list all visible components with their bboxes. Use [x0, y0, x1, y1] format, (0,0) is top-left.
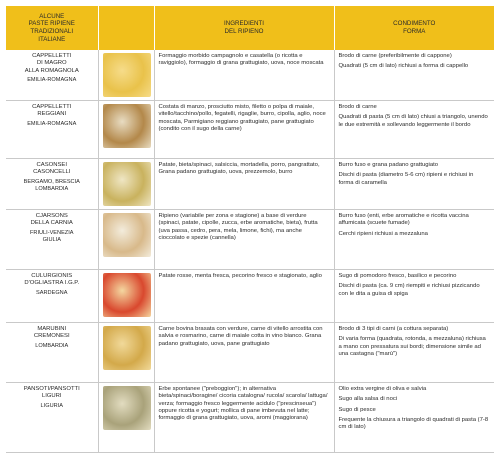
table-row: [6, 50, 494, 101]
pasta-name-cell: [6, 383, 98, 453]
pasta-image-cell: [98, 101, 154, 159]
table-body: [6, 50, 494, 453]
header-pasta-name: ALCUNE PASTE RIPIENE TRADIZIONALI ITALIANE: [6, 6, 98, 50]
condiment-cell: [334, 323, 494, 383]
condiment-line: Quadrati (5 cm di lato) richiusi a forma di cappello: [338, 63, 469, 70]
pasta-name: CAPPELLETTI REGGIANI: [32, 104, 72, 118]
pasta-image-cell: [98, 270, 154, 323]
pasta-photo: [103, 104, 151, 148]
condiment-cell: [334, 50, 494, 101]
pasta-name-cell: [6, 101, 98, 159]
pasta-region: LOMBARDIA: [35, 342, 69, 349]
condiment-line: Brodo di carne (preferibilmente di cappone): [338, 53, 452, 59]
condiment-line: Burro fuso (enti, erbe aromatiche e ricotta vaccina affumicata (scuete fumade): [338, 213, 469, 227]
table-row: [6, 101, 494, 159]
pasta-photo: [103, 162, 151, 206]
pasta-name-cell: [6, 50, 98, 101]
pasta-photo: [103, 53, 151, 97]
condiment-line: Sugo alla salsa di noci: [338, 396, 398, 403]
ingredients-cell: [154, 383, 334, 453]
pasta-image-cell: [98, 323, 154, 383]
condiment-cell: [334, 159, 494, 210]
table-row: [6, 159, 494, 210]
pasta-region: SARDEGNA: [36, 289, 68, 296]
pasta-image-cell: [98, 159, 154, 210]
pasta-name: CULURGIONIS D'OGLIASTRA I.G.P.: [24, 273, 80, 287]
pasta-name: CJARSONS DELLA CARNIA: [30, 213, 73, 227]
condiment-line: Dischi di pasta (diametro 5-6 cm) ripieni e richiusi in forma di caramella: [338, 172, 474, 186]
condiment-cell: [334, 270, 494, 323]
condiment-line: Cerchi ripieni richiusi a mezzaluna: [338, 230, 428, 237]
condiment-cell: [334, 101, 494, 159]
header-ingredients: INGREDIENTI DEL RIPIENO: [154, 6, 334, 50]
condiment-line: Sugo di pomodoro fresco, basilico e pecorino: [338, 273, 457, 279]
pasta-photo: [103, 386, 151, 430]
table-row: [6, 383, 494, 453]
pasta-name-cell: [6, 159, 98, 210]
ingredients-text: Erbe spontanee ("preboggion"); in alternativa bieta/spinaci/boragine/ cicoria catalogna/ rucola/ scarola/ lattuga/ verza; formaggio fresco leggermente acidulo ("prescinseua") oppure ricotta e yogurt; mollica di pane imbevuta nel latte; formaggio di grana grattugiato, uova, aromi (maggiorana): [158, 386, 328, 422]
condiment-line: Brodo di 3 tipi di carni (a cottura separata): [338, 326, 449, 332]
pasta-name-cell: [6, 270, 98, 323]
pasta-photo: [103, 213, 151, 257]
table-row: [6, 210, 494, 270]
ingredients-cell: [154, 270, 334, 323]
pasta-name: PANSOTI/PANSOTTI LIGURI: [23, 386, 80, 400]
header-condiment: CONDIMENTO FORMA: [334, 6, 494, 50]
pasta-photo: [103, 326, 151, 370]
table-row: [6, 270, 494, 323]
condiment-line: Di varia forma (quadrata, rotonda, a mezzaluna) richiusa a mano con pressatura sui bordi; dimensione simile ad una castagna ("marù"): [338, 336, 486, 357]
ingredients-text: Costata di manzo, prosciutto misto, filetto o polpa di maiale, vitello/tacchino/pollo, fegatelli, rigaglie, burro, cipolla, aglio, noce moscata, Parmigiano reggiano grattugiato, pane grattugiato (condito con il sugo della carne): [158, 104, 326, 132]
pasta-image-cell: [98, 210, 154, 270]
table-row: [6, 323, 494, 383]
ingredients-cell: [154, 210, 334, 270]
condiment-cell: [334, 383, 494, 453]
ingredients-cell: [154, 323, 334, 383]
header-image: [98, 6, 154, 50]
pasta-region: BERGAMO, BRESCIA LOMBARDIA: [23, 178, 80, 192]
condiment-line: Quadrati di pasta (5 cm di lato) chiusi a triangolo, unendo le due estremità e sollevando leggermente il bordo: [338, 114, 488, 128]
pasta-name: CASONSEI CASONCELLI: [33, 162, 71, 176]
pasta-name-cell: [6, 323, 98, 383]
ingredients-cell: [154, 159, 334, 210]
stuffed-pasta-table: [6, 6, 494, 453]
pasta-region: LIGURIA: [40, 402, 63, 409]
ingredients-cell: [154, 101, 334, 159]
condiment-line: Brodo di carne: [338, 104, 377, 110]
pasta-region: EMILIA-ROMAGNA: [27, 76, 77, 83]
pasta-photo: [103, 273, 151, 317]
condiment-line: Burro fuso e grana padano grattugiato: [338, 162, 439, 168]
pasta-region: FRIULI-VENEZIA GIULIA: [29, 229, 74, 243]
condiment-line: Dischi di pasta (ca. 9 cm) riempiti e richiusi pizzicando con le dita a guisa di spiga: [338, 283, 480, 297]
ingredients-text: Formaggio morbido campagnolo e casatella (o ricotta e raviggiolo), formaggio di grana grattugiato, uova, noce moscata: [158, 53, 324, 67]
ingredients-cell: [154, 50, 334, 101]
condiment-line: Frequente la chiusura a triangolo di quadrati di pasta (7-8 cm di lato): [338, 416, 489, 431]
ingredients-text: Carne bovina brasata con verdure, carne di vitello arrostita con salvia e rosmarino, carne di maiale cotta in vino bianco. Grana padano grattugiato, uova, pane grattugiato: [158, 326, 323, 347]
table-header-row: [6, 6, 494, 50]
ingredients-text: Ripieno (variabile per zona e stagione) a base di verdure (spinaci, patate, cipolle, zucca, erbe aromatiche, bieta), frutta (uva passa, cedro, pera, mela, limone, fichi), ma anche cioccolato e spezie (cannella): [158, 213, 318, 241]
ingredients-text: Patate, bieta/spinaci, salsiccia, mortadella, porro, pangrattato, Grana padano grattugiato, uova, prezzemolo, burro: [158, 162, 320, 176]
pasta-image-cell: [98, 50, 154, 101]
pasta-name: CAPPELLETTI DI MAGRO ALLA ROMAGNOLA: [24, 53, 79, 74]
ingredients-text: Patate rosse, menta fresca, pecorino fresco e stagionato, aglio: [158, 273, 322, 279]
condiment-cell: [334, 210, 494, 270]
pasta-image-cell: [98, 383, 154, 453]
condiment-line: Sugo di pesce: [338, 406, 376, 413]
pasta-name-cell: [6, 210, 98, 270]
condiment-line: Olio extra vergine di oliva e salvia: [338, 386, 427, 392]
pasta-name: MARUBINI CREMONESI: [33, 326, 70, 340]
pasta-region: EMILIA-ROMAGNA: [27, 120, 77, 127]
